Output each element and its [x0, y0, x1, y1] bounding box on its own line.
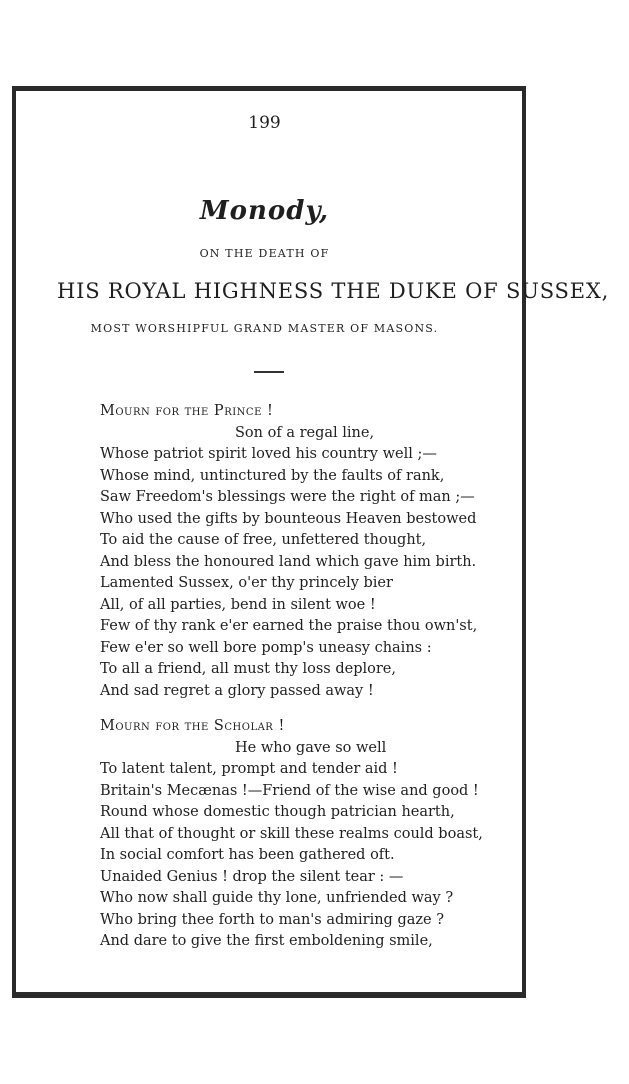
poem-line: He who gave so well	[235, 739, 387, 756]
poem-title: Monody,	[199, 196, 330, 226]
poem-line: Britain's Mecænas !—Friend of the wise and good !	[100, 782, 479, 799]
divider-rule	[254, 371, 284, 373]
stanza-gap	[100, 702, 520, 716]
poem-line: Lamented Sussex, o'er thy princely bier	[100, 575, 393, 591]
poem-line: All that of thought or skill these realms could boast,	[100, 825, 483, 842]
poem-line: To latent talent, prompt and tender aid !	[100, 761, 398, 777]
poem-line: Who now shall guide thy lone, unfriended way ?	[100, 890, 454, 906]
subtitle-on-the-death: ON THE DEATH OF	[199, 247, 330, 260]
subtitle-grand-master: MOST WORSHIPFUL GRAND MASTER OF MASONS.	[90, 322, 439, 335]
poem-line: To all a friend, all must thy loss deplore,	[100, 661, 396, 677]
poem-line: Unaided Genius ! drop the silent tear : —	[100, 868, 404, 885]
poem-line: To aid the cause of free, unfettered thought,	[100, 532, 427, 548]
poem-line: Whose patriot spirit loved his country well ;—	[100, 446, 437, 462]
poem-body	[100, 401, 520, 953]
poem-line: Saw Freedom's blessings were the right of man ;—	[100, 489, 475, 505]
poem-line: Few of thy rank e'er earned the praise thou own'st,	[100, 618, 478, 634]
poem-line: Son of a regal line,	[235, 424, 375, 441]
poem-line: And dare to give the first emboldening smile,	[100, 933, 433, 949]
poem-line: And bless the honoured land which gave him birth.	[100, 553, 477, 570]
poem-line: Whose mind, untinctured by the faults of rank,	[100, 467, 445, 484]
poem-line: Who bring thee forth to man's admiring gaze ?	[100, 911, 444, 928]
poem-line: In social comfort has been gathered oft.	[100, 847, 395, 863]
page-number: 199	[248, 113, 281, 133]
poem-line: Round whose domestic though patrician hearth,	[100, 804, 455, 820]
poem-line: All, of all parties, bend in silent woe !	[100, 596, 376, 613]
poem-line: Who used the gifts by bounteous Heaven bestowed	[100, 510, 477, 527]
stanza2-heading: Mourn for the Scholar !	[100, 718, 285, 734]
poem-line: And sad regret a glory passed away !	[100, 682, 374, 699]
subtitle-duke: HIS ROYAL HIGHNESS THE DUKE OF SUSSEX,	[57, 279, 610, 303]
poem-line: Few e'er so well bore pomp's uneasy chains :	[100, 639, 432, 656]
stanza1-heading: Mourn for the Prince !	[100, 403, 274, 419]
